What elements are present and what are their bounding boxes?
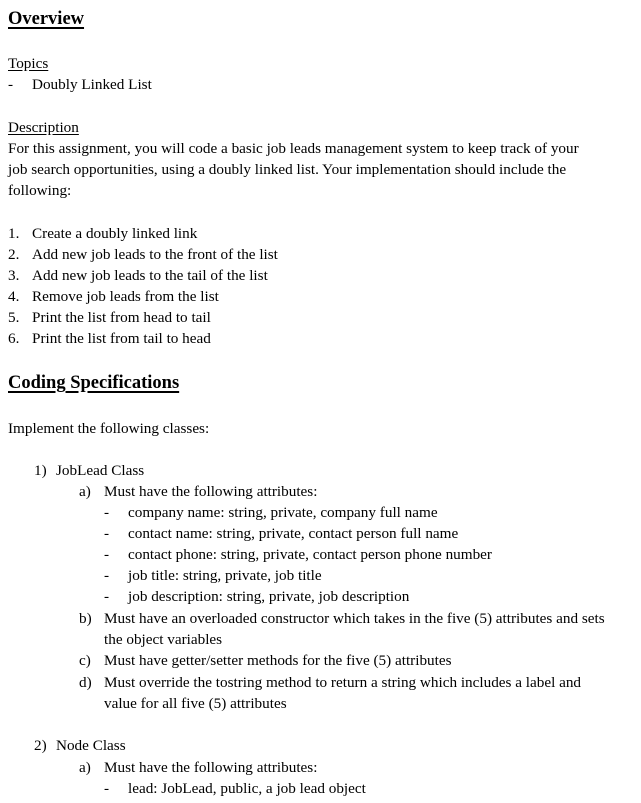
attribute-text: company name: string, private, company full name [128,504,438,521]
requirement-text: Must have the following attributes: [104,759,318,776]
requirement-item [79,759,317,777]
class-heading [34,462,144,480]
step-number: 2. [8,246,20,263]
specs-intro: Implement the following classes: [8,420,210,437]
step-item [8,267,268,285]
attribute-text: job description: string, private, job description [128,588,410,605]
step-number: 4. [8,288,20,305]
requirement-item [79,674,581,692]
topic-label: Doubly Linked List [32,76,152,93]
attribute-item [104,504,438,522]
bullet-dash: - [8,76,14,93]
class-name: JobLead Class [56,462,145,479]
requirement-text-continued: the object variables [104,631,223,648]
bullet-dash: - [104,567,110,584]
requirement-text: Must override the tostring method to return a string which includes a label and [104,674,582,691]
attribute-item [104,567,322,585]
overview-title: Overview [8,9,85,29]
requirement-letter: c) [79,652,91,669]
step-number: 5. [8,309,20,326]
topic-item [8,76,152,94]
bullet-dash: - [104,780,110,797]
attribute-text: contact name: string, private, contact person full name [128,525,459,542]
requirement-text-continued: value for all five (5) attributes [104,695,287,712]
description-heading: Description [8,119,79,136]
attribute-item [104,780,366,798]
bullet-dash: - [104,588,110,605]
attribute-item [104,525,458,543]
step-text: Print the list from head to tail [32,309,211,326]
description-line: For this assignment, you will code a basic job leads management system to keep track of your [8,140,579,157]
attribute-item [104,546,492,564]
topics-heading: Topics [8,55,49,72]
step-item [8,309,211,327]
class-number: 2) [34,737,47,754]
requirement-text: Must have an overloaded constructor which takes in the five (5) attributes and sets [104,610,605,627]
step-text: Create a doubly linked link [32,225,198,242]
class-number: 1) [34,462,47,479]
step-item [8,288,219,306]
requirement-letter: a) [79,759,91,776]
requirement-text: Must have getter/setter methods for the five (5) attributes [104,652,452,669]
attribute-text: contact phone: string, private, contact person phone number [128,546,492,563]
step-text: Remove job leads from the list [32,288,219,305]
requirement-item [79,652,452,670]
specs-title: Coding Specifications [8,373,180,393]
requirement-letter: a) [79,483,91,500]
step-item [8,225,197,243]
step-text: Print the list from tail to head [32,330,211,347]
attribute-item [104,588,409,606]
requirement-item [79,483,317,501]
step-number: 3. [8,267,20,284]
description-line: following: [8,182,72,199]
step-item [8,246,278,264]
step-text: Add new job leads to the tail of the list [32,267,268,284]
requirement-letter: b) [79,610,92,627]
requirement-letter: d) [79,674,92,691]
bullet-dash: - [104,546,110,563]
step-item [8,330,211,348]
attribute-text: lead: JobLead, public, a job lead object [128,780,366,797]
bullet-dash: - [104,504,110,521]
requirement-item [79,610,605,628]
class-heading [34,737,126,755]
class-name: Node Class [56,737,126,754]
requirement-text: Must have the following attributes: [104,483,318,500]
step-number: 1. [8,225,20,242]
bullet-dash: - [104,525,110,542]
description-line: job search opportunities, using a doubly linked list. Your implementation should include the [8,161,567,178]
attribute-text: job title: string, private, job title [128,567,322,584]
step-number: 6. [8,330,20,347]
step-text: Add new job leads to the front of the list [32,246,278,263]
